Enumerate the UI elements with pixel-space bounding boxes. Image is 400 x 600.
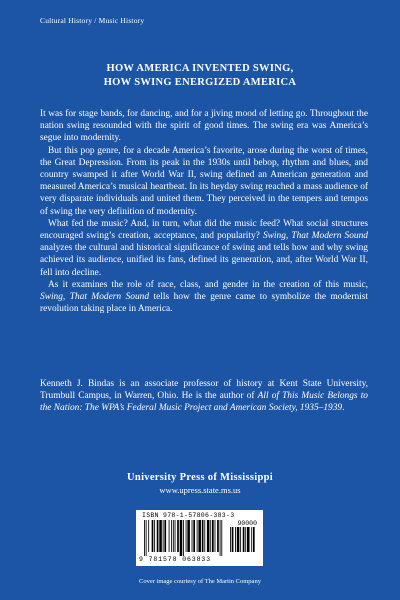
barcode-bar xyxy=(187,520,190,552)
barcode-bar xyxy=(159,520,162,552)
publisher-url: www.upress.state.ms.us xyxy=(159,485,241,495)
book-title: Swing, That Modern Sound xyxy=(262,231,368,242)
ean-digits: 9 781578 063833 xyxy=(139,556,212,563)
headline-line-1: HOW AMERICA INVENTED SWING, xyxy=(106,63,294,74)
barcode-bar xyxy=(171,520,172,552)
barcode-bar xyxy=(180,520,183,556)
paragraph-2: But this pop genre, for a decade America’s favorite, arose during the worst of times, the Great Depression. From its peak in the 1930s until bebop, rhythm and blues, and country swamped it after World War II, swing defined an American generation and measured America’s musical heartbeat. In its heyday swing reached a mass audience of very disparate individuals and united them. They perceived in the tempers and tempos of swing the very definition of modernity. xyxy=(40,145,368,217)
barcode-bar xyxy=(183,520,184,556)
barcode-bar xyxy=(198,520,201,552)
barcode-bar xyxy=(173,520,174,552)
barcode-bar xyxy=(247,527,250,552)
headline xyxy=(0,62,400,90)
paragraph-1: It was for stage bands, for dancing, and for a jiving mood of letting go. Throughout the nation swing resounded with the spirit of good times. The swing era was America’s segue into modernity. xyxy=(40,109,368,144)
barcode-bar xyxy=(144,520,145,556)
barcode-bar xyxy=(230,527,231,552)
publisher-block xyxy=(0,471,400,496)
paragraph-3 xyxy=(40,218,368,279)
barcode-bar xyxy=(251,527,252,552)
barcode-bar xyxy=(154,520,155,552)
paragraph-4 xyxy=(40,279,368,316)
barcode-bar xyxy=(197,520,198,552)
publisher-name: University Press of Mississippi xyxy=(127,472,273,483)
barcode-bar xyxy=(217,520,219,552)
barcode-bar xyxy=(215,520,216,552)
barcode-bar xyxy=(212,520,214,552)
barcode-bar xyxy=(221,520,222,556)
description-body xyxy=(40,108,368,315)
paragraph-4-text-a: As it examines the role of race, class, and gender in the creation of this music, xyxy=(48,279,368,290)
barcode-bar xyxy=(169,520,170,552)
bio-book-title: All of This Music Belongs to the Nation: The WPA’s Federal Music Project and American Society, 1935–1939 xyxy=(40,391,368,414)
headline-line-2: HOW SWING ENERGIZED AMERICA xyxy=(103,77,297,88)
barcode-bar xyxy=(245,527,246,552)
isbn-text: ISBN 978-1-57806-383-3 xyxy=(142,512,235,519)
bio-text-a: Kenneth J. Bindas is an associate professor of history at Kent State University, Trumbull Campus, in Warren, Ohio. He is the author of xyxy=(40,379,368,402)
category-label: Cultural History / Music History xyxy=(40,16,145,25)
barcode-bar xyxy=(202,520,204,552)
ean-barcode-bars xyxy=(144,520,226,556)
paragraph-4-text-b: tells how the genre came to symbolize the modernist revolution taking place in America. xyxy=(40,292,369,315)
bio-paragraph xyxy=(40,378,368,415)
barcode-bar xyxy=(148,520,149,552)
barcode-bar xyxy=(164,520,166,552)
barcode-bar xyxy=(192,520,193,552)
barcode-bar xyxy=(177,520,179,552)
barcode-bar xyxy=(237,527,240,552)
barcode-bar xyxy=(152,520,154,552)
paragraph-3-text-a: What fed the music? And, in turn, what did the music feed? What social structures encouraged swing’s creation, acceptance, and popularity? xyxy=(40,218,368,242)
barcode xyxy=(136,510,263,566)
barcode-bar xyxy=(207,520,210,552)
bio-text-b: . xyxy=(342,403,345,414)
barcode-bar xyxy=(186,520,187,552)
barcode-bar xyxy=(210,520,211,552)
barcode-bar xyxy=(193,520,195,552)
barcode-bar xyxy=(204,520,205,552)
barcode-bar xyxy=(163,520,164,552)
cover-credit: Cover image courtesy of The Martin Company xyxy=(139,578,261,585)
barcode-bar xyxy=(146,520,147,556)
barcode-bar xyxy=(220,520,221,556)
addon-barcode-bars xyxy=(230,527,258,556)
barcode-bar xyxy=(240,527,241,552)
paragraph-3-text-b: analyzes the cultural and historical significance of swing and tells how and why swing achieved its audience, unified its fans, defined its generation, and, after World War II, fell into decline. xyxy=(40,243,368,278)
book-title: Swing, That Modern Sound xyxy=(40,292,150,303)
barcode-bar xyxy=(235,527,236,552)
barcode-bar xyxy=(157,520,159,552)
barcode-bar xyxy=(232,527,234,552)
barcode-bar xyxy=(175,520,176,552)
author-bio xyxy=(40,378,368,415)
price-code: 90000 xyxy=(237,520,257,527)
barcode-bar xyxy=(253,527,255,552)
barcode-bar xyxy=(243,527,245,552)
